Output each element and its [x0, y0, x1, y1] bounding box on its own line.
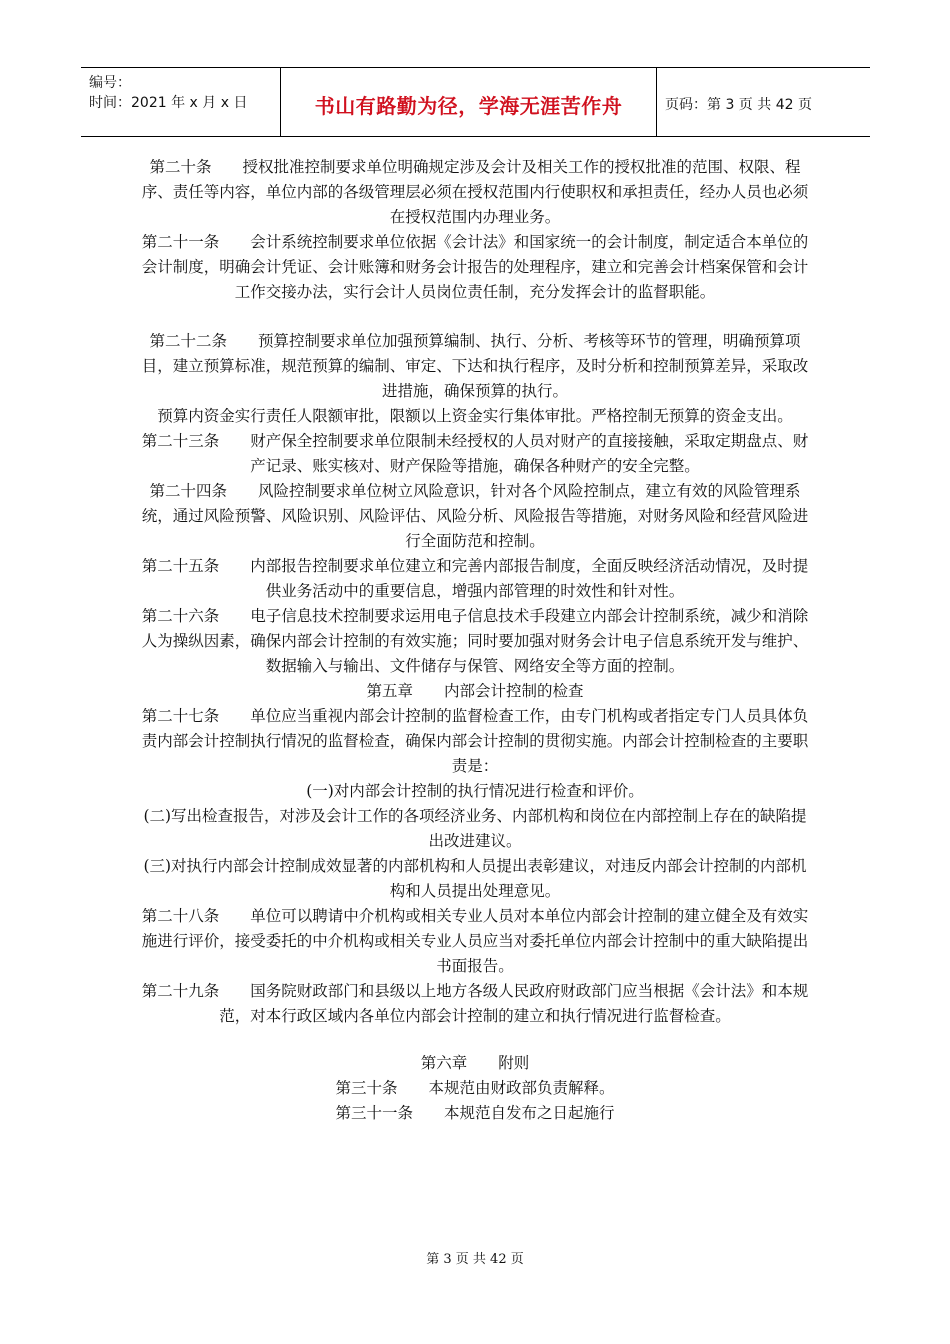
article-27-item-3: (三)对执行内部会计控制成效显著的内部机构和人员提出表彰建议，对违反内部会计控制的内部机构和人员提出处理意见。	[143, 857, 807, 900]
header-table	[81, 67, 870, 137]
chapter-5-heading: 第五章 内部会计控制的检查	[366, 682, 584, 700]
article-24: 第二十四条 风险控制要求单位树立风险意识，针对各个风险控制点，建立有效的风险管理系统，通过风险预警、风险识别、风险评估、风险分析、风险报告等措施，对财务风险和经营风险进行全面防范和控制。	[141, 482, 809, 550]
document-number-label: 编号：	[89, 75, 131, 91]
article-30: 第三十条 本规范由财政部负责解释。	[335, 1079, 615, 1097]
article-25: 第二十五条 内部报告控制要求单位建立和完善内部报告制度，全面反映经济活动情况，及时提供业务活动中的重要信息，增强内部管理的时效性和针对性。	[141, 557, 809, 600]
article-28: 第二十八条 单位可以聘请中介机构或相关专业人员对本单位内部会计控制的建立健全及有效实施进行评价，接受委托的中介机构或相关专业人员应当对委托单位内部会计控制中的重大缺陷提出书面报告。	[141, 907, 809, 975]
spacer	[138, 1029, 812, 1051]
article-29: 第二十九条 国务院财政部门和县级以上地方各级人民政府财政部门应当根据《会计法》和本规范，对本行政区域内各单位内部会计控制的建立和执行情况进行监督检查。	[141, 982, 809, 1025]
header-meta-cell	[81, 68, 281, 136]
article-31: 第三十一条 本规范自发布之日起施行	[335, 1104, 615, 1122]
header-motto: 书山有路勤为径，学海无涯苦作舟	[314, 94, 623, 118]
article-26: 第二十六条 电子信息技术控制要求运用电子信息技术手段建立内部会计控制系统，减少和消除人为操纵因素，确保内部会计控制的有效实施；同时要加强对财务会计电子信息系统开发与维护、数据输入与输出、文件储存与保管、网络安全等方面的控制。	[141, 607, 809, 675]
header-motto-cell	[281, 68, 657, 136]
spacer	[138, 305, 812, 329]
article-20: 第二十条 授权批准控制要求单位明确规定涉及会计及相关工作的授权批准的范围、权限、程序、责任等内容，单位内部的各级管理层必须在授权范围内行使职权和承担责任，经办人员也必须在授权范围内办理业务。	[141, 158, 809, 226]
article-22: 第二十二条 预算控制要求单位加强预算编制、执行、分析、考核等环节的管理，明确预算项目，建立预算标准，规范预算的编制、审定、下达和执行程序，及时分析和控制预算差异，采取改进措施，确保预算的执行。	[141, 332, 809, 400]
document-time-label: 时间：2021 年 x 月 x 日	[89, 95, 248, 111]
chapter-6-heading: 第六章 附则	[420, 1054, 530, 1072]
page-footer: 第 3 页 共 42 页	[426, 1252, 524, 1267]
article-22-budget-paragraph: 预算内资金实行责任人限额审批，限额以上资金实行集体审批。严格控制无预算的资金支出。	[157, 407, 793, 425]
article-21: 第二十一条 会计系统控制要求单位依据《会计法》和国家统一的会计制度，制定适合本单位的会计制度，明确会计凭证、会计账簿和财务会计报告的处理程序，建立和完善会计档案保管和会计工作交接办法，实行会计人员岗位责任制，充分发挥会计的监督职能。	[141, 233, 809, 301]
article-27-item-2: (二)写出检查报告，对涉及会计工作的各项经济业务、内部机构和岗位在内部控制上存在的缺陷提出改进建议。	[143, 807, 807, 850]
article-27-item-1: (一)对内部会计控制的执行情况进行检查和评价。	[306, 782, 644, 800]
article-27: 第二十七条 单位应当重视内部会计控制的监督检查工作，由专门机构或者指定专门人员具体负责内部会计控制执行情况的监督检查，确保内部会计控制的贯彻实施。内部会计控制检查的主要职责是：	[141, 707, 809, 775]
article-23: 第二十三条 财产保全控制要求单位限制未经授权的人员对财产的直接接触，采取定期盘点、财产记录、账实核对、财产保险等措施，确保各种财产的安全完整。	[141, 432, 809, 475]
header-page-info: 页码：第 3 页 共 42 页	[665, 97, 812, 113]
document-body	[138, 155, 812, 1126]
